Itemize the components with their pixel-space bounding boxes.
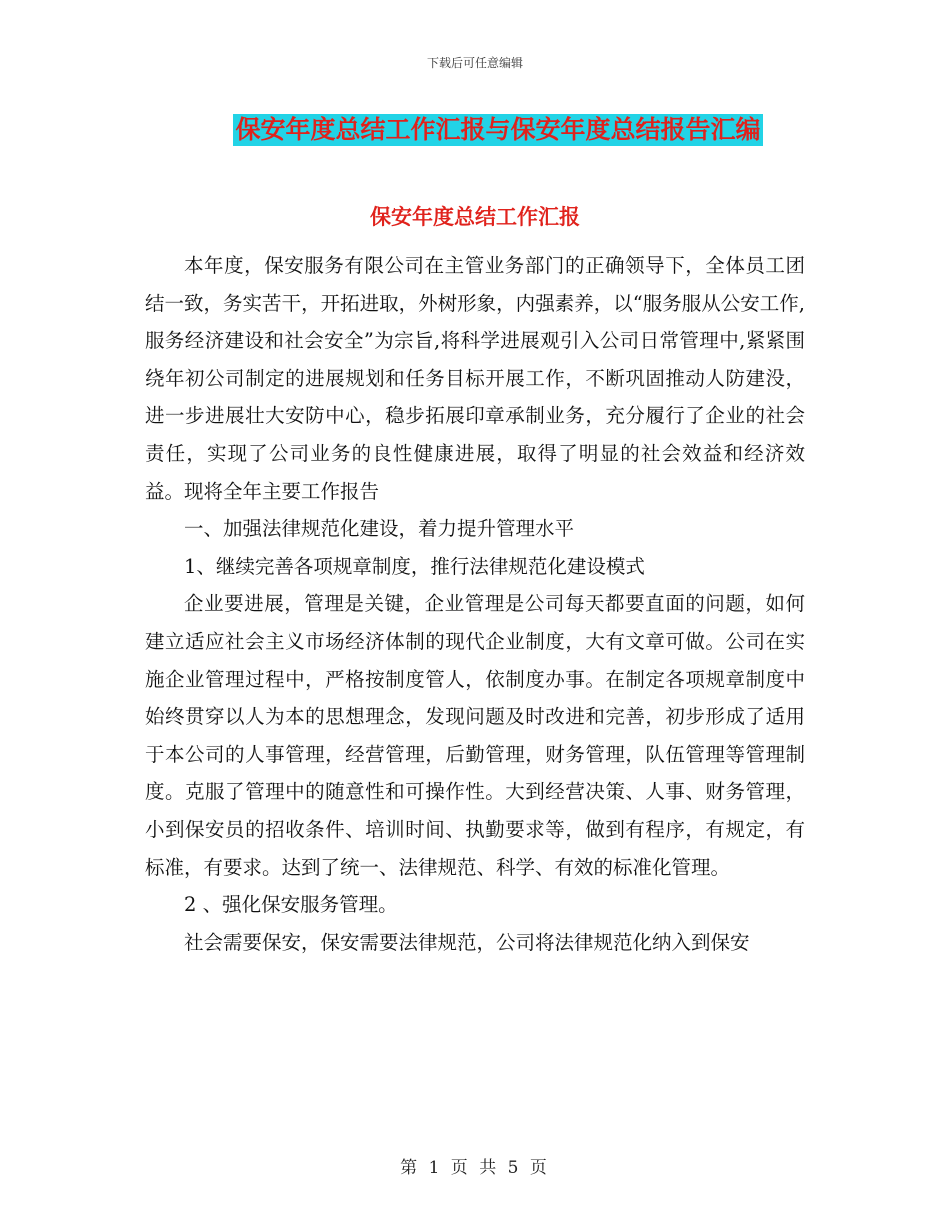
paragraph-security-service: 社会需要保安，保安需要法律规范，公司将法律规范化纳入到保安 xyxy=(184,930,750,954)
page-number-footer: 第 1 页 共 5 页 xyxy=(400,1158,550,1178)
section-title: 保安年度总结工作汇报 xyxy=(370,205,580,229)
paragraph-heading-1: 一、加强法律规范化建设，着力提升管理水平 xyxy=(184,517,575,541)
main-title-container xyxy=(0,114,950,146)
header-note: 下载后可任意编辑 xyxy=(426,56,523,70)
paragraph-intro: 本年度，保安服务有限公司在主管业务部门的正确领导下，全体员工团结一致，务实苦干，开拓进取，外树形象，内强素养，以“服务服从公安工作,服务经济建设和社会安全”为宗旨,将科学进展观引入公司日常管理中,紧紧围绕年初公司制定的进展规划和任务目标开展工作，不断巩固推动人防建没，进一步进展壮大安防中心，稳步拓展印章承制业务，充分履行了企业的社会责任，实现了公司业务的良性健康进展，取得了明显的社会效益和经济效益。现将全年主要工作报告 xyxy=(145,254,805,503)
paragraph-subheading-2: 2 、强化保安服务管理。 xyxy=(184,893,398,917)
main-title: 保安年度总结工作汇报与保安年度总结报告汇编 xyxy=(235,115,761,144)
paragraph-subheading-1: 1、继续完善各项规章制度，推行法律规范化建设模式 xyxy=(184,554,645,578)
document-body xyxy=(145,247,805,961)
paragraph-management: 企业要进展，管理是关键，企业管理是公司每天都要直面的问题，如何建立适应社会主义市场经济体制的现代企业制度，大有文章可做。公司在实施企业管理过程中，严格按制度管人，依制度办事。在制定各项规章制度中始终贯穿以人为本的思想理念，发现问题及时改进和完善，初步形成了适用于本公司的人事管理，经营管理，后勤管理，财务管理，队伍管理等管理制度。克服了管理中的随意性和可操作性。大到经营决策、人事、财务管理，小到保安员的招收条件、培训时间、执勤要求等，做到有程序，有规定，有标准，有要求。达到了统一、法律规范、科学、有效的标准化管理。 xyxy=(145,592,805,879)
